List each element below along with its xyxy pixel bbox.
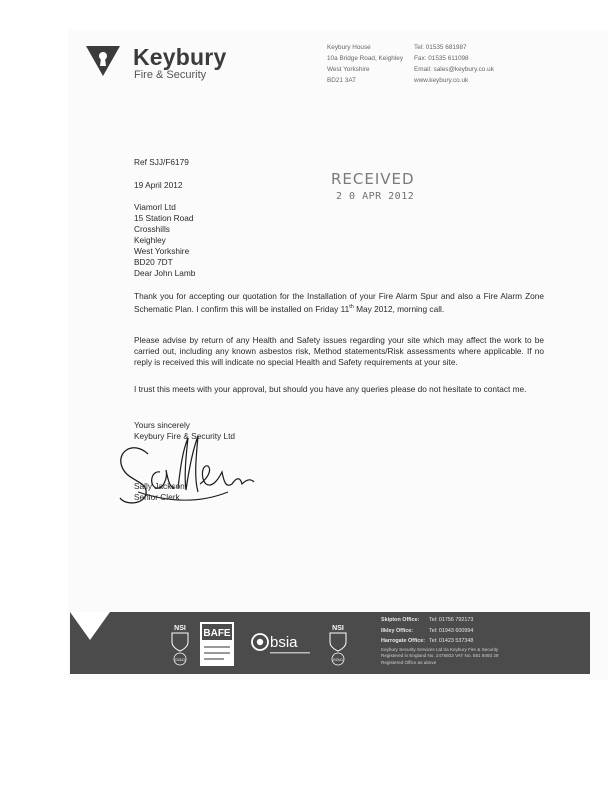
office-row (381, 626, 498, 637)
ordinal-suffix: th (349, 304, 354, 310)
letter-date: 19 April 2012 (134, 180, 183, 190)
company-name: Keybury (133, 44, 227, 70)
salutation: Dear John Lamb (134, 268, 196, 278)
contact-line: Email: sales@keybury.co.uk (414, 66, 494, 73)
nsi-gold-badge (169, 622, 191, 666)
office-name: Skipton Office: (381, 617, 420, 623)
received-stamp-date: 2 0 APR 2012 (336, 191, 415, 202)
bsia-badge (250, 622, 316, 662)
office-name: Harrogate Office: (381, 638, 426, 644)
paragraph-text: Thank you for accepting our quotation for the Installation of your Fire Alarm Spur and also a Fire Alarm Zone Schematic Plan. I confirm this will be installed on Friday 11 (134, 291, 544, 314)
svg-text:NSI: NSI (174, 625, 186, 632)
recipient-line: Viamorl Ltd (134, 202, 176, 212)
office-row (381, 636, 498, 647)
closing-line: Yours sincerely (134, 420, 190, 430)
footer-chevron (70, 612, 118, 674)
bsia-wordmark: bsia (270, 634, 298, 651)
closing-company: Keybury Fire & Security Ltd (134, 431, 235, 441)
svg-text:BAFE: BAFE (203, 628, 231, 639)
company-subtitle: Fire & Security (134, 69, 207, 81)
registration-line: Registered in England No. 2475602 VAT No. 581 8493 29 (381, 653, 499, 658)
signer-block (134, 481, 185, 503)
footer-band (70, 612, 590, 674)
address-line: 10a Bridge Road, Keighley (327, 55, 404, 62)
paragraph-confirmation (134, 291, 544, 315)
company-address (327, 42, 403, 86)
handwritten-signature (108, 432, 308, 517)
recipient-address (134, 202, 194, 268)
office-tel: Tel: 01756 792173 (429, 617, 474, 623)
paragraph-queries: I trust this meets with your approval, but should you have any queries please do not hesitate to contact me. (134, 384, 527, 394)
office-name: Ilkley Office: (381, 627, 414, 634)
recipient-line: Crosshills (134, 224, 170, 234)
keybury-logo-icon (86, 46, 120, 76)
address-line: Keybury House (327, 44, 371, 51)
svg-text:GOLD: GOLD (175, 658, 185, 662)
office-tel: Tel: 01423 537348 (429, 638, 474, 644)
recipient-line: Keighley (134, 235, 166, 245)
registration-line: Registered Office as above (381, 659, 437, 665)
office-tel: Tel: 01943 600994 (429, 627, 474, 634)
recipient-line: BD20 7DT (134, 257, 173, 267)
contact-line: www.keybury.co.uk (414, 77, 469, 84)
bafe-badge (200, 622, 234, 666)
paragraph-text: May 2012, morning call. (353, 303, 445, 314)
svg-text:GOLD: GOLD (333, 658, 343, 662)
svg-text:NSI: NSI (332, 625, 344, 632)
paragraph-health-safety: Please advise by return of any Health and Safety issues regarding your site which may affect the work to be carried out, including any known asbestos risk, Method statements/Risk assessments where applicable. If no reply is received this will indicate no special Health and Safety requirements at your site. (134, 335, 544, 367)
recipient-line: West Yorkshire (134, 246, 190, 256)
address-line: BD21 3AT (327, 77, 357, 84)
reference: Ref SJJ/F6179 (134, 157, 189, 167)
company-contact (414, 42, 494, 86)
received-stamp: RECEIVED (331, 170, 415, 188)
signer-title: Senior Clerk (134, 492, 180, 502)
registration-line: Keybury Security Services Ltd t/a Keybury Fire & Security (381, 646, 499, 652)
office-row (381, 615, 498, 626)
contact-line: Fax: 01535 611098 (414, 55, 469, 62)
contact-line: Tel: 01535 681987 (414, 44, 467, 51)
address-line: West Yorkshire (327, 66, 370, 73)
nsi-gold-badge (327, 622, 349, 666)
recipient-line: 15 Station Road (134, 213, 194, 223)
office-contacts (381, 615, 498, 666)
signer-name: Sally Jackson (134, 481, 185, 491)
